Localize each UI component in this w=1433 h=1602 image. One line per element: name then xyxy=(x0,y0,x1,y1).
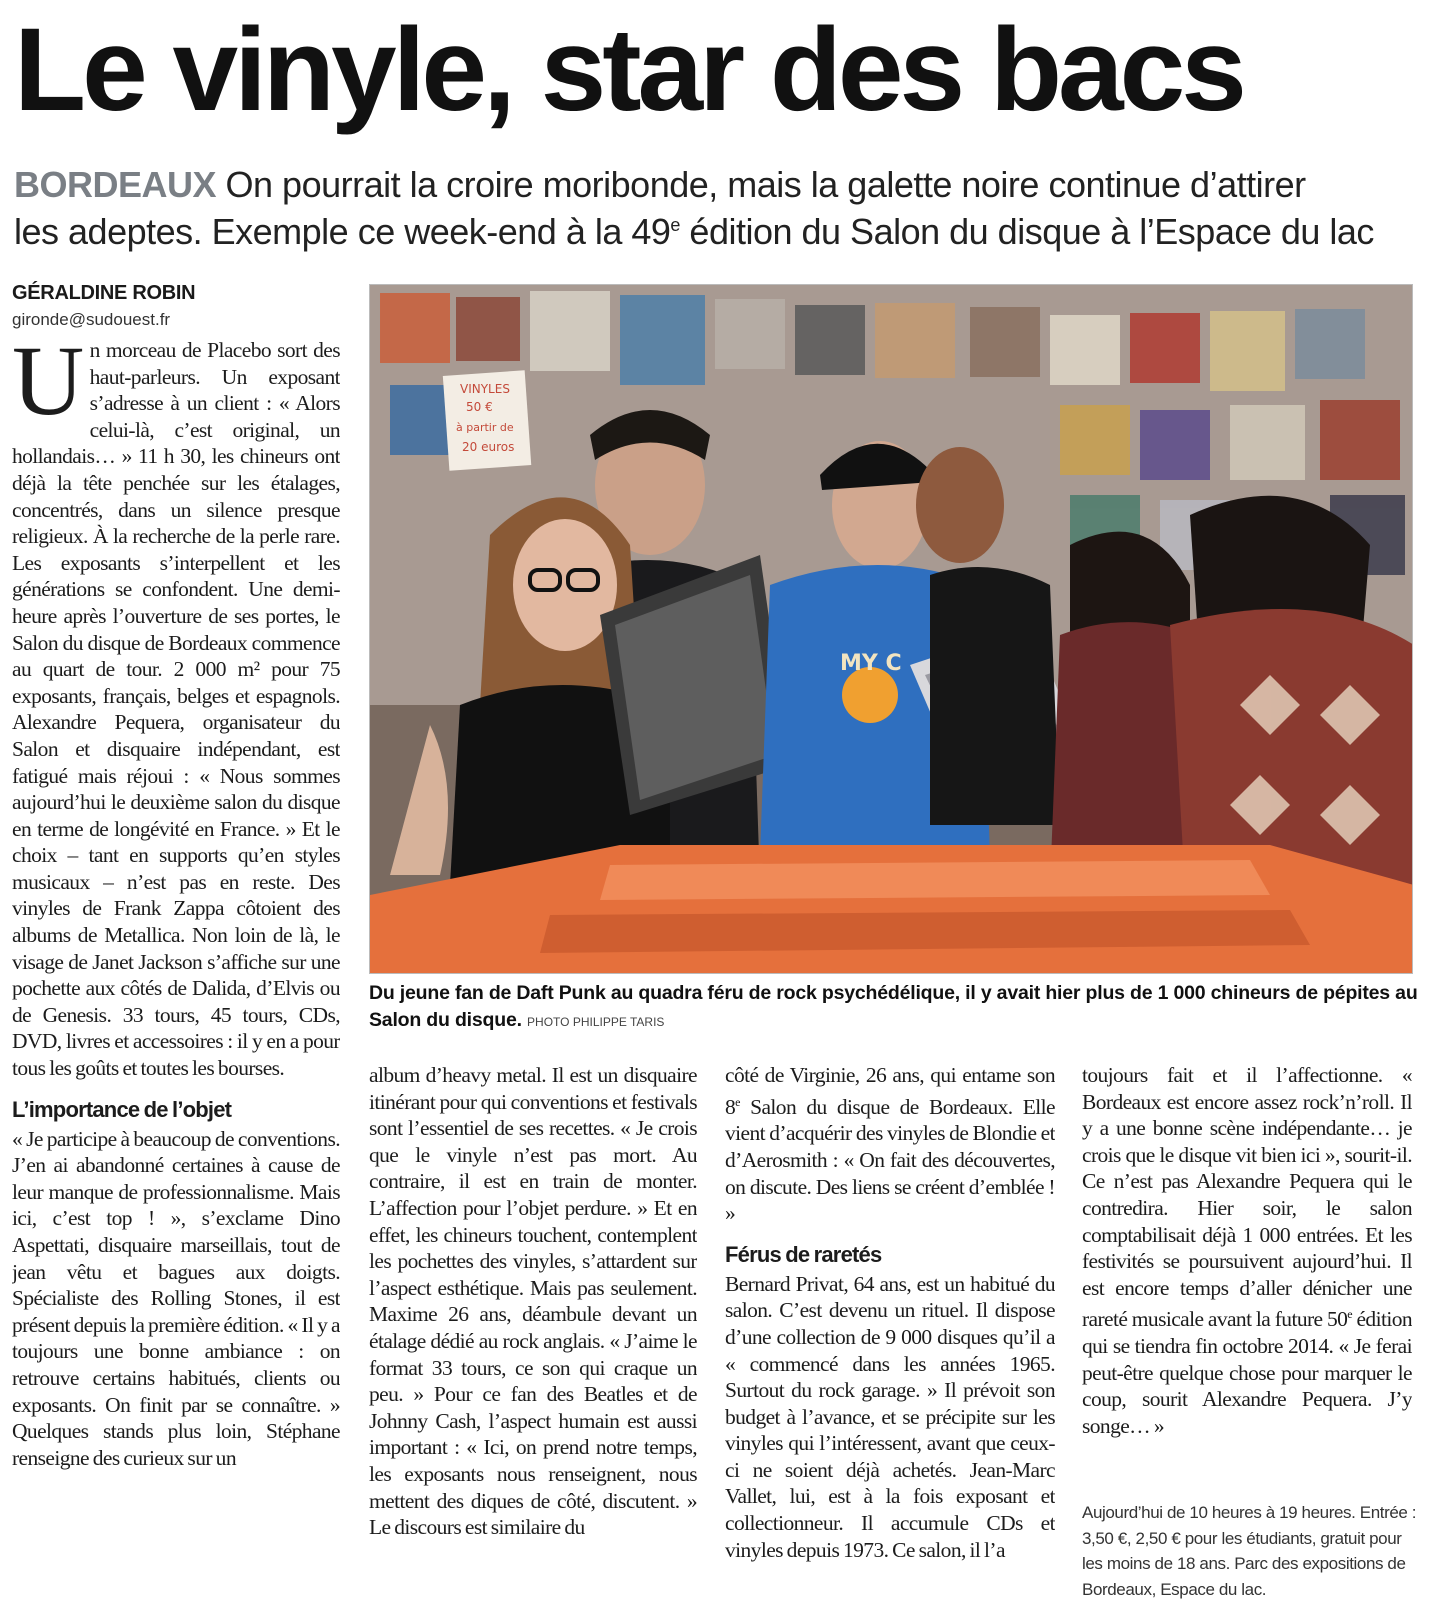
photo-credit: PHOTO PHILIPPE TARIS xyxy=(527,1015,665,1029)
author-byline: GÉRALDINE ROBIN xyxy=(12,282,196,304)
photo-shirt-text: MY C xyxy=(840,651,902,676)
caption-text: Du jeune fan de Daft Punk au quadra féru de rock psychédélique, il y avait hier plus de 1 000 chineurs de pépites au Salon du disque. xyxy=(369,982,1418,1031)
column-3-paragraph-2: Bernard Privat, 64 ans, est un habitué du salon. C’est devenu un rituel. Il dispose d’une collection de 9 000 disques qu’il a « commencé dans les années 1965. Surtout du rock garage. » Il prévoit son budget à l’avance, et se précipite sur les vinyles qui l’intéressent, avant que ceux-ci ne soient déjà achetés. Jean-Marc Vallet, lui, est à la fois exposant et collectionneur. Il accumule CDs et vinyles depuis 1973. Ce salon, il l’a xyxy=(725,1271,1055,1562)
subhead-text-2a: les adeptes. Exemple ce week-end à la 49 xyxy=(14,211,671,252)
subhead-line-1 xyxy=(14,165,1414,205)
photo-illustration xyxy=(370,285,1413,974)
photo-sign-line-3: à partir de xyxy=(456,421,514,434)
column-4-text-1a: toujours fait et il l’affectionne. « Bordeaux est encore assez rock’n’roll. Il y a une bonne scène indépendante… je crois que le disque vit bien ici », sourit-il. Ce n’est pas Alexandre Pequera qui le contredira. Hier soir, le salon comptabilisait déjà 1 000 entrées. Et les festivités se poursuivent aujourd’hui. Il est encore temps d’aller dénicher une rareté musicale avant la future 50 xyxy=(1082,1063,1412,1332)
column-4-text-1b: édition qui se tiendra fin octobre 2014. « Je ferai peut-être quelque chose pour marquer le coup, sourit Alexandre Pequera. J’y songe… » xyxy=(1082,1307,1412,1438)
subhead-line-2 xyxy=(14,205,1414,252)
author-email: gironde@sudouest.fr xyxy=(12,310,171,329)
article-column-4 xyxy=(1082,1062,1412,1502)
subhead xyxy=(14,165,1414,252)
column-1-text-1: n morceau de Placebo sort des haut-parleurs. Un exposant s’adresse à un client : « Alors celui-là, c’est original, un hollandais… » 11 h 30, les chineurs ont déjà la tête penchée sur les étalages, concentrés, dans un silence presque religieux. À la recherche de la perle rare. Les exposants s’interpellent et les générations se confondent. Une demi-heure après l’ouverture de ses portes, le Salon du disque de Bordeaux commence au quart de tour. 2 000 m² pour 75 exposants, français, belges et espagnols. Alexandre Pequera, organisateur du Salon et disquaire indépendant, est fatigué mais réjoui : « Nous sommes aujourd’hui le deuxième salon du disque en terme de longévité en France. » Et le choix – tant en supports qu’en styles musicaux – n’est pas en reste. Des vinyles de Frank Zappa côtoient des albums de Metallica. Non loin de là, le visage de Janet Jackson s’affiche sur une pochette aux côtés de Dalida, d’Elvis ou de Genesis. 33 tours, 45 tours, CDs, DVD, livres et accessoires : il y en a pour tous les goûts et toutes les bourses. xyxy=(12,338,340,1081)
subhead-superscript: e xyxy=(670,215,680,235)
column-3-text-1a: côté de Virginie, 26 ans, qui entame son 8 xyxy=(725,1063,1055,1119)
column-2-paragraph-1: album d’heavy metal. Il est un disquaire itinérant pour qui conventions et festivals sont l’essentiel de ses recettes. « Je crois que le vinyle n’est pas mort. Au contraire, il est en train de monter. L’affection pour l’objet perdure. » Et en effet, les chineurs touchent, contemplent les pochettes des vinyles, s’attardent sur l’aspect esthétique. Mais pas seulement. Maxime 26 ans, déambule devant un étalage dédié au rock anglais. « J’aime le format 33 tours, ce son qui craque un peu. » Pour ce fan des Beatles et de Johnny Cash, l’aspect humain est aussi important : « Ici, on prend notre temps, les exposants nous renseignent, nous mettent des diques de côté, discutent. » Le discours est similaire du xyxy=(369,1063,697,1540)
subhead-place: BORDEAUX xyxy=(14,164,217,205)
photo-sign-line-4: 20 euros xyxy=(462,440,515,454)
photo-sign-line-2: 50 € xyxy=(466,400,493,414)
subhead-text-2b: édition du Salon du disque à l’Espace du lac xyxy=(679,211,1374,252)
drop-cap: U xyxy=(12,337,84,436)
column-4-paragraph-1 xyxy=(1082,1062,1412,1439)
column-3-text-1b: Salon du disque de Bordeaux. Elle vient d’acquérir des vinyles de Blondie et d’Aerosmith : « On fait des découvertes, on discute. Des liens se créent d’emblée ! » xyxy=(725,1094,1055,1226)
practical-info: Aujourd’hui de 10 heures à 19 heures. Entrée : 3,50 €, 2,50 € pour les étudiants, gratuit pour les moins de 18 ans. Parc des expositions de Bordeaux, Espace du lac. xyxy=(1082,1503,1417,1599)
article-column-1 xyxy=(12,337,340,1599)
subheading-ferus-raretes: Férus de raretés xyxy=(725,1241,882,1267)
article-column-3 xyxy=(725,1062,1055,1599)
photo-sign-line-1: VINYLES xyxy=(460,382,510,396)
photo-caption xyxy=(369,980,1419,1036)
column-1-paragraph-1 xyxy=(12,337,340,1082)
subhead-text-1: On pourrait la croire moribonde, mais la galette noire continue d’attirer xyxy=(225,164,1306,205)
column-4-superscript: e xyxy=(1347,1307,1352,1322)
column-3-paragraph-1 xyxy=(725,1062,1055,1227)
column-3-superscript: e xyxy=(735,1094,740,1109)
article-column-2 xyxy=(369,1062,697,1599)
subheading-importance-objet: L’importance de l’objet xyxy=(12,1096,232,1122)
column-1-paragraph-2: « Je participe à beaucoup de conventions. J’en ai abandonné certaines à cause de leur manque de professionnalisme. Mais ici, c’est top ! », s’exclame Dino Aspettati, disquaire marseillais, tout de jean vêtu et bagues aux doigts. Spécialiste des Rolling Stones, il est présent depuis la première édition. « Il y a toujours une bonne ambiance : on retrouve certains habitués, clients ou exposants. On finit par se connaître. » Quelques stands plus loin, Stéphane renseigne des curieux sur un xyxy=(12,1126,340,1470)
headline: Le vinyle, star des bacs xyxy=(14,4,1243,136)
article-photo xyxy=(369,284,1413,974)
